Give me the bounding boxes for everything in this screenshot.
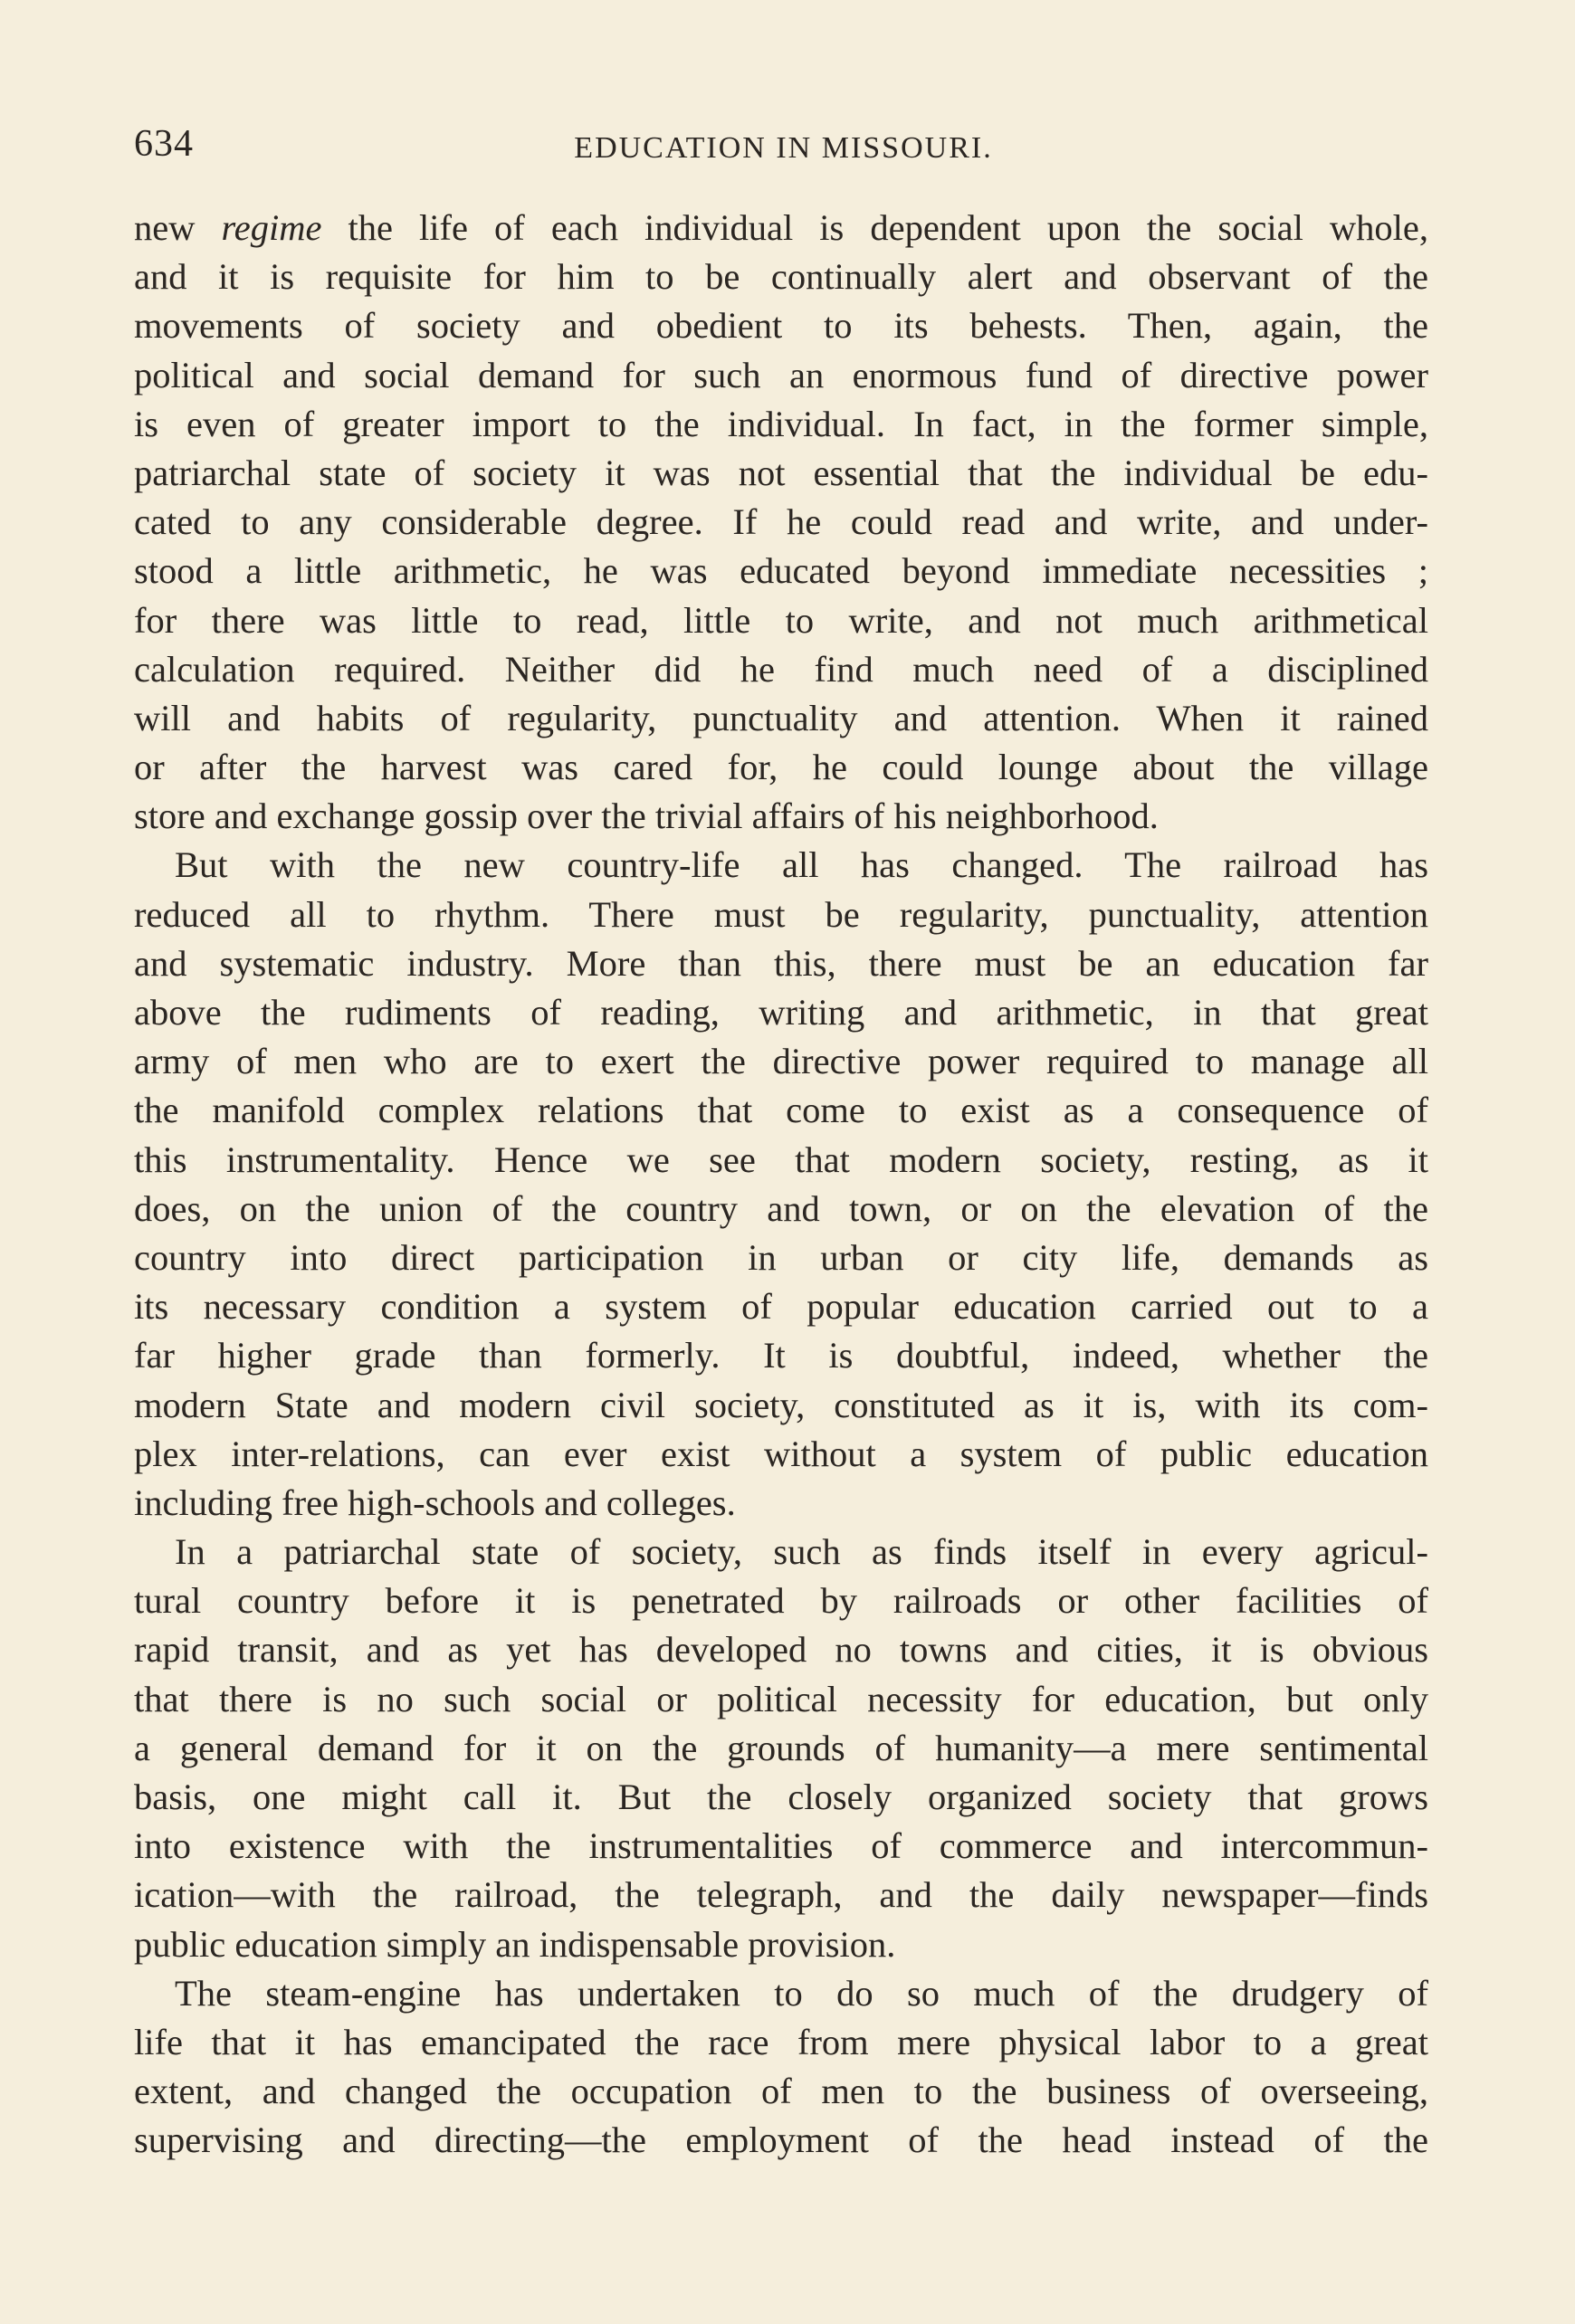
text-line [134, 694, 1428, 743]
text-line-content: supervising and directing—the employment of the head instead of the [134, 2119, 1428, 2161]
text-line [134, 645, 1428, 694]
text-line [134, 204, 1428, 252]
text-line-content: that there is no such social or political necessity for education, but only [134, 1678, 1428, 1719]
text-line-content: far higher grade than formerly. It is doubtful, indeed, whether the [134, 1335, 1428, 1376]
text-line [134, 1479, 1428, 1528]
text-line [134, 2018, 1428, 2067]
text-line-content: plex inter-relations, can ever exist without a system of public education [134, 1433, 1428, 1474]
text-line [134, 1233, 1428, 1282]
text-line [134, 301, 1428, 350]
text-line [134, 2116, 1428, 2165]
text-line-content: into existence with the instrumentalities of commerce and intercommun- [134, 1825, 1428, 1867]
text-line-content: and it is requisite for him to be continually alert and observant of the [134, 256, 1428, 298]
text-line-content: In a patriarchal state of society, such as finds itself in every agricul- [175, 1531, 1428, 1573]
text-line [134, 547, 1428, 595]
text-line-content: political and social demand for such an enormous fund of directive power [134, 354, 1428, 395]
text-line [134, 498, 1428, 547]
text-line-content: extent, and changed the occupation of men to the business of overseeing, [134, 2071, 1428, 2112]
text-line-content: ication—with the railroad, the telegraph, and the daily newspaper—finds [134, 1874, 1428, 1916]
text-line [134, 1528, 1428, 1576]
text-line [134, 891, 1428, 939]
text-line-content: its necessary condition a system of popular education carried out to a [134, 1286, 1428, 1328]
page-number: 634 [134, 123, 194, 165]
text-line-content: this instrumentality. Hence we see that modern society, resting, as it [134, 1138, 1428, 1180]
text-line-content: army of men who are to exert the directive power required to manage all [134, 1041, 1428, 1082]
text-line-content: does, on the union of the country and town, or on the elevation of the [134, 1187, 1428, 1229]
text-line [134, 1331, 1428, 1380]
text-line-content: public education simply an indispensable provision. [134, 1923, 896, 1965]
text-line [134, 1282, 1428, 1331]
text-line-content: for there was little to read, little to write, and not much arithmetical [134, 599, 1428, 641]
text-line-content: store and exchange gossip over the trivial affairs of his neighborhood. [134, 795, 1159, 837]
text-line-content: the life of each individual is dependent upon the social whole, [321, 207, 1428, 248]
text-line-content: patriarchal state of society it was not essential that the individual be edu- [134, 452, 1428, 493]
text-line-content: basis, one might call it. But the closely organized society that grows [134, 1776, 1428, 1817]
text-line [134, 1185, 1428, 1233]
page-header [134, 122, 1433, 176]
body-text [134, 204, 1428, 2166]
text-line [134, 1576, 1428, 1625]
text-line-content: stood a little arithmetic, he was educated beyond immediate necessities ; [134, 550, 1428, 592]
text-line [134, 449, 1428, 498]
text-line-content: The steam-engine has undertaken to do so much of the drudgery of [175, 1972, 1428, 2014]
text-line-content: a general demand for it on the grounds of humanity—a mere sentimental [134, 1727, 1428, 1768]
text-line-content: life that it has emancipated the race from mere physical labor to a great [134, 2021, 1428, 2062]
text-line-prefix: new [134, 207, 222, 248]
text-line [134, 1675, 1428, 1724]
text-line-content: the manifold complex relations that come to exist as a consequence of [134, 1090, 1428, 1131]
text-line [134, 1136, 1428, 1185]
text-line-content: including free high-schools and colleges. [134, 1481, 736, 1523]
text-line-content: movements of society and obedient to its behests. Then, again, the [134, 305, 1428, 347]
text-line-content: will and habits of regularity, punctuality and attention. When it rained [134, 697, 1428, 738]
text-line [134, 596, 1428, 645]
text-line-content: country into direct participation in urban or city life, demands as [134, 1236, 1428, 1278]
text-line [134, 1724, 1428, 1773]
text-line [134, 1920, 1428, 1969]
text-line [134, 988, 1428, 1037]
text-line [134, 1381, 1428, 1430]
text-line-content: and systematic industry. More than this, there must be an education far [134, 942, 1428, 984]
text-line-content: above the rudiments of reading, writing and arithmetic, in that great [134, 992, 1428, 1033]
text-line [134, 792, 1428, 841]
text-line [134, 2067, 1428, 2116]
text-line-content: tural country before it is penetrated by railroads or other facilities of [134, 1580, 1428, 1622]
text-line [134, 1625, 1428, 1674]
text-line [134, 400, 1428, 449]
text-line [134, 1773, 1428, 1822]
italic-word: regime [221, 207, 322, 248]
text-line [134, 939, 1428, 988]
text-line-content: cated to any considerable degree. If he could read and write, and under- [134, 501, 1428, 543]
text-line-content: calculation required. Neither did he find much need of a disciplined [134, 648, 1428, 690]
text-line [134, 743, 1428, 792]
running-title: EDUCATION IN MISSOURI. [574, 131, 993, 165]
text-line-content: But with the new country-life all has changed. The railroad has [175, 844, 1428, 886]
text-line-content: or after the harvest was cared for, he could lounge about the village [134, 747, 1428, 788]
text-line-content: modern State and modern civil society, constituted as it is, with its com- [134, 1384, 1428, 1425]
text-line [134, 1822, 1428, 1871]
text-line [134, 1871, 1428, 1919]
text-line-content: rapid transit, and as yet has developed no towns and cities, it is obvious [134, 1629, 1428, 1671]
text-line [134, 1086, 1428, 1135]
text-line [134, 1969, 1428, 2018]
text-line-content: is even of greater import to the individual. In fact, in the former simple, [134, 403, 1428, 444]
text-line [134, 1430, 1428, 1479]
text-line [134, 841, 1428, 890]
text-line [134, 252, 1428, 301]
text-line [134, 1037, 1428, 1086]
text-line-content: reduced all to rhythm. There must be regularity, punctuality, attention [134, 893, 1428, 935]
text-line [134, 351, 1428, 400]
